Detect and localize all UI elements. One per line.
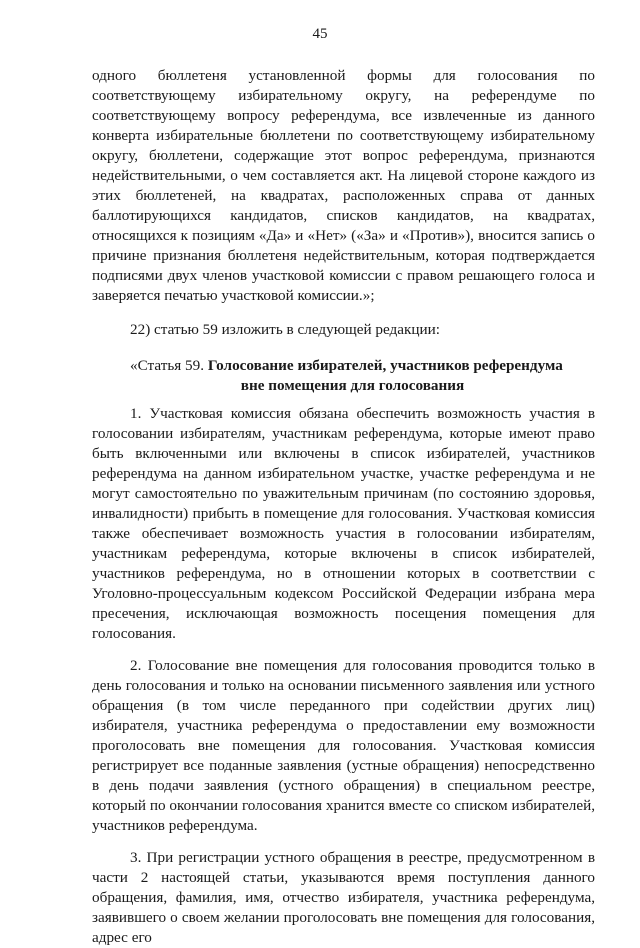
paragraph-3: 3. При регистрации устного обращения в реестре, предусмотренном в части 2 настоящей статьи, указываются время поступления данного обращения, фамилия, имя, отчество избирателя, участника референдума, заявившего о своем желании проголосовать вне помещения для голосования, адрес его [92, 849, 595, 946]
paragraph-item-22: 22) статью 59 изложить в следующей редакции: [130, 321, 440, 338]
paragraph-1: 1. Участковая комиссия обязана обеспечить возможность участия в голосовании избирателям, участникам референдума, которые имеют право быть включенными или включены в список избирателей, участников референдума на данном избирательном участке, участке референдума и не могут самостоятельно по уважительным причинам (по состоянию здоровья, инвалидности) прибыть в помещение для голосования. Участковая комиссия также обеспечивает возможность участия в голосовании избирателям, участникам референдума, которые включены в список избирателей, участников референдума, но в отношении которых в соответствии с Уголовно-процессуальным кодексом Российской Федерации избрана мера пресечения, исключающая возможность посещения помещения для голосования. [92, 405, 595, 642]
article-heading [92, 356, 595, 396]
article-title-line1: Голосование избирателей, участников референдума [207, 357, 563, 374]
page-number: 45 [312, 26, 328, 42]
paragraph-2: 2. Голосование вне помещения для голосования проводится только в день голосования и только на основании письменного заявления или устного обращения (в том числе переданного при содействии других лиц) избирателя, участника референдума о предоставлении ему возможности проголосовать вне помещения для голосования. Участковая комиссия регистрирует все поданные заявления (устные обращения) непосредственно в день подачи заявления (устного обращения) в специальном реестре, который по окончании голосования хранится вместе со списком избирателей, участников референдума. [92, 657, 595, 834]
paragraph-continued: одного бюллетеня установленной формы для голосования по соответствующему избирательному округу, на референдуме по соответствующему вопросу референдума, все извлеченные из данного конверта избирательные бюллетени по соответствующему избирательному округу, бюллетени, содержащие этот вопрос референдума, признаются недействительными, о чем составляется акт. На лицевой стороне каждого из этих бюллетеней, на квадратах, расположенных справа от данных баллотирующихся кандидатов, списков кандидатов, на квадратах, относящихся к позициям «Да» и «Нет» («За» и «Против»), вносится запись о причине признания бюллетеня недействительным, которая подтверждается подписями двух членов участковой комиссии с правом решающего голоса и заверяется печатью участковой комиссии.»; [92, 67, 595, 304]
document-body [92, 66, 595, 948]
article-title-line2: вне помещения для голосования [240, 377, 465, 394]
article-prefix: «Статья 59. [130, 357, 208, 374]
